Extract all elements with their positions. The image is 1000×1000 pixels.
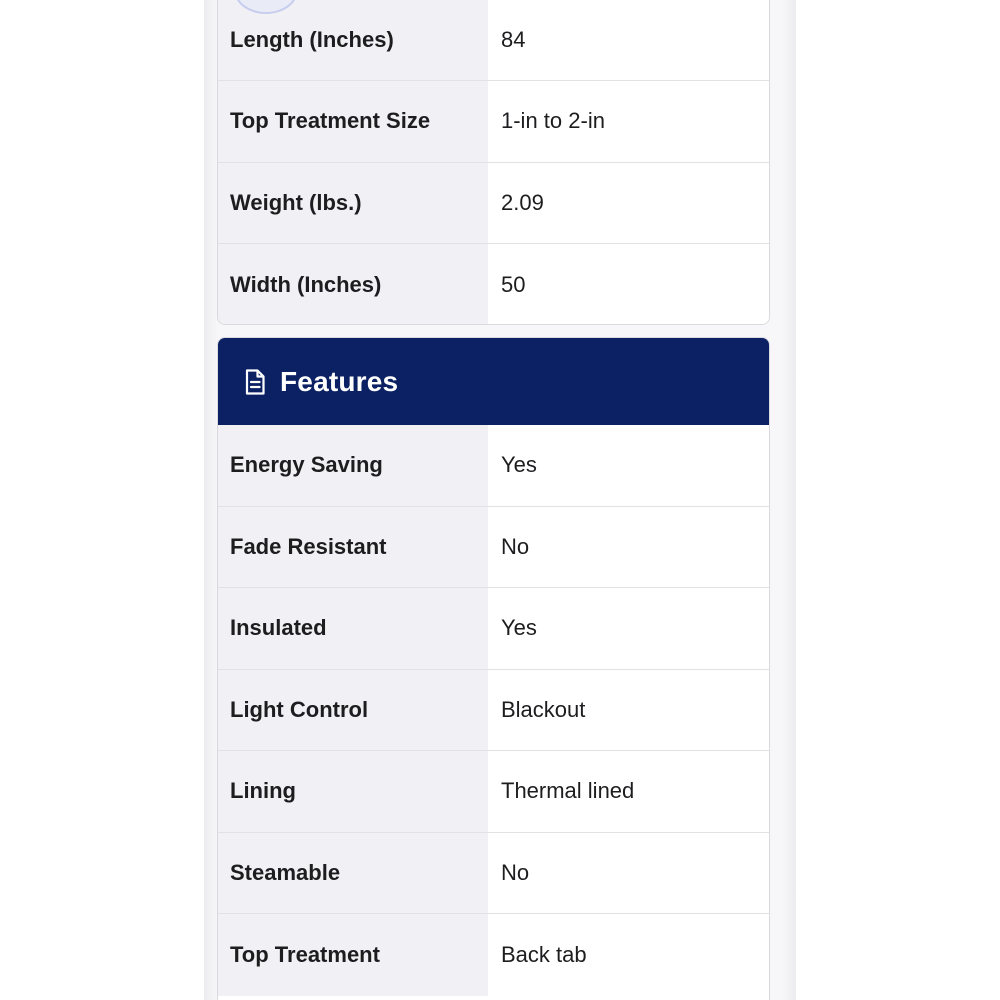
spec-value: 2.09 <box>488 163 769 244</box>
left-margin <box>0 0 204 1000</box>
feature-value: Thermal lined <box>488 751 769 832</box>
features-header[interactable] <box>218 338 769 425</box>
spec-value: 84 <box>488 0 769 80</box>
table-row <box>218 507 769 589</box>
spec-label: Top Treatment Size <box>218 81 488 162</box>
table-row <box>218 163 769 245</box>
table-row <box>218 833 769 915</box>
feature-label: Insulated <box>218 588 488 669</box>
feature-label: Lining <box>218 751 488 832</box>
spec-label: Length (Inches) <box>218 0 488 80</box>
feature-value: Yes <box>488 425 769 506</box>
feature-label: Fade Resistant <box>218 507 488 588</box>
table-row <box>218 588 769 670</box>
features-table <box>218 425 769 996</box>
feature-label: Steamable <box>218 833 488 914</box>
table-row <box>218 425 769 507</box>
feature-value: Back tab <box>488 914 769 996</box>
specifications-card <box>217 0 770 325</box>
feature-label: Light Control <box>218 670 488 751</box>
table-row <box>218 0 769 81</box>
features-title: Features <box>280 365 399 397</box>
feature-value: Yes <box>488 588 769 669</box>
spec-label: Width (Inches) <box>218 244 488 325</box>
right-margin <box>796 0 1000 1000</box>
table-row <box>218 244 769 325</box>
table-row <box>218 751 769 833</box>
feature-label: Top Treatment <box>218 914 488 996</box>
document-icon <box>244 369 266 395</box>
specifications-table <box>218 0 769 325</box>
spec-value: 1-in to 2-in <box>488 81 769 162</box>
spec-value: 50 <box>488 244 769 325</box>
table-row <box>218 914 769 996</box>
table-row <box>218 81 769 163</box>
feature-value: No <box>488 833 769 914</box>
table-row <box>218 670 769 752</box>
feature-value: Blackout <box>488 670 769 751</box>
feature-value: No <box>488 507 769 588</box>
features-card <box>217 337 770 1000</box>
spec-label: Weight (lbs.) <box>218 163 488 244</box>
feature-label: Energy Saving <box>218 425 488 506</box>
